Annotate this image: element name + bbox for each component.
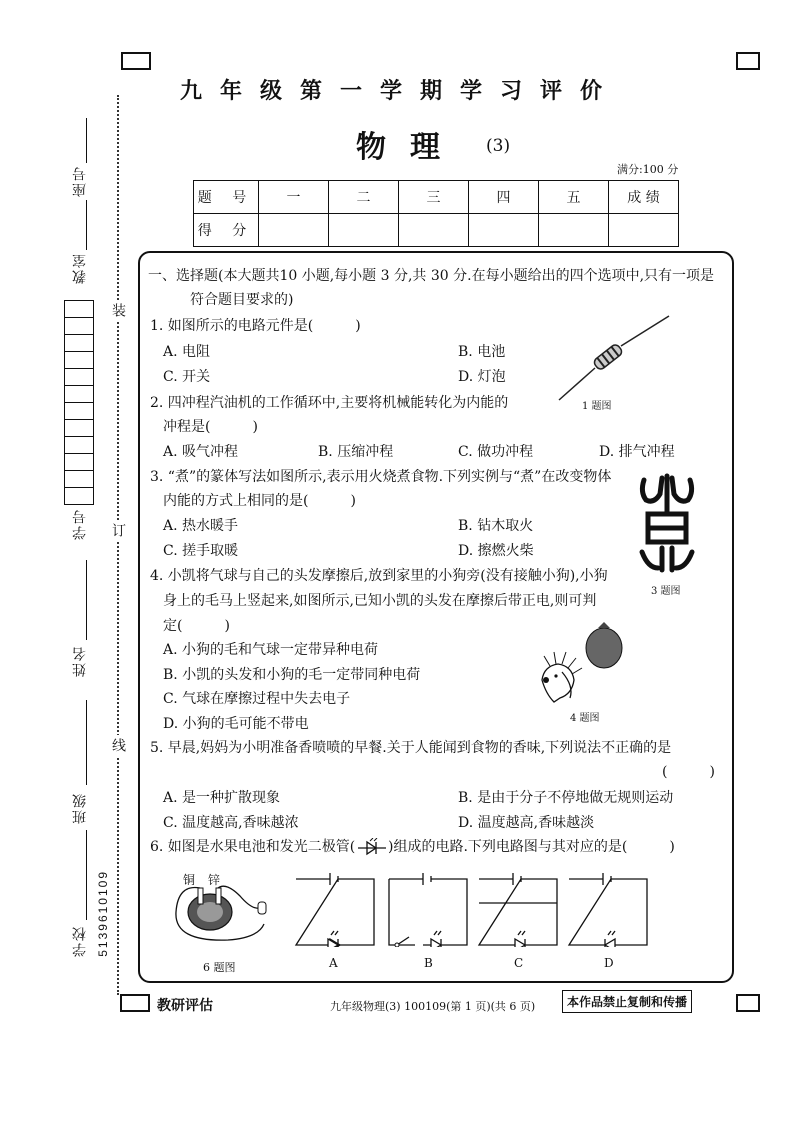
circuit-c-label: C <box>514 956 524 970</box>
score-table <box>193 180 679 247</box>
room-field[interactable] <box>86 200 87 250</box>
led-symbol-icon <box>358 838 386 856</box>
footer-copyright: 本作品禁止复制和传播 <box>562 990 692 1013</box>
corner-mark-top-left <box>121 52 151 70</box>
circuit-c[interactable] <box>477 869 559 947</box>
q4-stem-cont2: 定( ) <box>163 618 230 634</box>
binding-dotted-line <box>117 95 119 995</box>
zinc-label: 锌 <box>208 873 221 887</box>
bind-label-xian: 线 <box>108 735 128 757</box>
q5-stem: 5. 早晨,妈妈为小明准备香喷喷的早餐.关于人能闻到食物的香味,下列说法不正确的是 <box>150 740 672 756</box>
q5-blank[interactable]: ( ) <box>662 764 715 780</box>
score-table-header-row <box>194 181 679 214</box>
circuit-d[interactable] <box>567 869 649 947</box>
copper-label: 铜 <box>183 873 196 887</box>
section-heading: 一、选择题(本大题共10 小题,每小题 3 分,共 30 分.在每小题给出的四个选项中,只有一项是 <box>148 268 715 284</box>
full-score: 满分:100 分 <box>617 163 679 176</box>
q1-caption: 1 题图 <box>582 401 612 412</box>
circuit-a-label: A <box>329 956 338 970</box>
q6-stem-part1: 6. 如图是水果电池和发光二极管( <box>150 839 356 855</box>
score-cell: 题 号 <box>194 181 259 214</box>
score-input-cell[interactable] <box>399 214 469 247</box>
score-table-score-row <box>194 214 679 247</box>
circuit-b[interactable] <box>387 869 469 947</box>
q4-option-a[interactable]: A. 小狗的毛和气球一定带异种电荷 <box>163 642 379 658</box>
q1-option-b[interactable]: B. 电池 <box>458 344 506 360</box>
bind-label-ding: 订 <box>108 520 128 542</box>
seat-label: 座号 <box>72 165 88 197</box>
score-cell: 一 <box>259 181 329 214</box>
school-field[interactable] <box>86 830 87 920</box>
q2-stem: 2. 四冲程汽油机的工作循环中,主要将机械能转化为内能的 <box>150 395 509 411</box>
name-field[interactable] <box>86 560 87 640</box>
circuit-a[interactable] <box>294 869 376 947</box>
q3-option-d[interactable]: D. 擦燃火柴 <box>458 543 534 559</box>
subject-title: 物理 <box>356 130 464 165</box>
score-cell: 成 绩 <box>609 181 679 214</box>
bind-label-zhuang: 装 <box>108 300 128 322</box>
section-heading-cont: 符合题目要求的) <box>190 292 294 308</box>
q4-stem-cont: 身上的毛马上竖起来,如图所示,已知小凯的头发在摩擦后带正电,则可判 <box>163 593 597 609</box>
q4-option-b[interactable]: B. 小凯的头发和小狗的毛一定带同种电荷 <box>163 667 421 683</box>
term-title: 九年级第一学期学习评价 <box>180 78 621 104</box>
q3-caption: 3 题图 <box>651 586 681 597</box>
circuit-b-label: B <box>424 956 433 970</box>
serial-number: 5139610109 <box>96 870 110 957</box>
score-input-cell[interactable] <box>539 214 609 247</box>
score-cell: 五 <box>539 181 609 214</box>
student-number-boxes[interactable] <box>64 300 94 505</box>
student-number-label: 学号 <box>72 508 88 540</box>
score-cell: 三 <box>399 181 469 214</box>
footer-publisher: 教研评估 <box>157 998 213 1014</box>
school-label: 学校 <box>72 925 88 957</box>
q3-option-a[interactable]: A. 热水暖手 <box>163 518 239 534</box>
score-input-cell[interactable] <box>329 214 399 247</box>
score-input-cell[interactable] <box>469 214 539 247</box>
q2-option-b[interactable]: B. 压缩冲程 <box>318 444 394 460</box>
score-cell: 得 分 <box>194 214 259 247</box>
q1-option-d[interactable]: D. 灯泡 <box>458 369 506 385</box>
q3-stem: 3. “煮”的篆体写法如图所示,表示用火烧煮食物.下列实例与“煮”在改变物体 <box>150 469 612 485</box>
q6-stem-part2: )组成的电路.下列电路图与其对应的是( ) <box>388 839 675 855</box>
q1-option-a[interactable]: A. 电阻 <box>163 344 211 360</box>
class-label: 班级 <box>72 792 88 824</box>
name-label: 姓名 <box>72 645 88 677</box>
corner-mark-top-right <box>736 52 760 70</box>
circuit-d-label: D <box>604 956 614 970</box>
q2-option-a[interactable]: A. 吸气冲程 <box>163 444 239 460</box>
score-input-cell[interactable] <box>259 214 329 247</box>
fruit-battery-figure <box>168 884 278 952</box>
class-field[interactable] <box>86 700 87 785</box>
q4-option-d[interactable]: D. 小狗的毛可能不带电 <box>163 716 309 732</box>
q1-stem: 1. 如图所示的电路元件是( ) <box>150 318 361 334</box>
q4-stem: 4. 小凯将气球与自己的头发摩擦后,放到家里的小狗旁(没有接触小狗),小狗 <box>150 568 608 584</box>
q3-stem-cont: 内能的方式上相同的是( ) <box>163 493 356 509</box>
seal-script-zhu-figure <box>632 472 702 577</box>
q6-caption: 6 题图 <box>203 961 236 974</box>
score-cell: 二 <box>329 181 399 214</box>
q5-option-c[interactable]: C. 温度越高,香味越浓 <box>163 815 299 831</box>
score-cell: 四 <box>469 181 539 214</box>
corner-mark-bottom-right <box>736 994 760 1012</box>
q2-option-d[interactable]: D. 排气冲程 <box>599 444 675 460</box>
seat-field[interactable] <box>86 118 87 163</box>
q5-option-b[interactable]: B. 是由于分子不停地做无规则运动 <box>458 790 674 806</box>
resistor-figure <box>553 312 673 407</box>
q2-option-c[interactable]: C. 做功冲程 <box>458 444 534 460</box>
footer-page-info: 九年级物理(3) 100109(第 1 页)(共 6 页) <box>330 1000 536 1013</box>
q4-caption: 4 题图 <box>570 713 600 724</box>
score-input-cell[interactable] <box>609 214 679 247</box>
q3-option-c[interactable]: C. 搓手取暖 <box>163 543 239 559</box>
q4-option-c[interactable]: C. 气球在摩擦过程中失去电子 <box>163 691 351 707</box>
dog-balloon-figure <box>532 622 627 710</box>
q2-stem-cont: 冲程是( ) <box>163 419 258 435</box>
q1-option-c[interactable]: C. 开关 <box>163 369 211 385</box>
room-label: 教室 <box>72 252 88 284</box>
paper-number: (3) <box>486 136 511 156</box>
q5-option-a[interactable]: A. 是一种扩散现象 <box>163 790 281 806</box>
corner-mark-bottom-left <box>120 994 150 1012</box>
q3-option-b[interactable]: B. 钻木取火 <box>458 518 534 534</box>
q5-option-d[interactable]: D. 温度越高,香味越淡 <box>458 815 595 831</box>
